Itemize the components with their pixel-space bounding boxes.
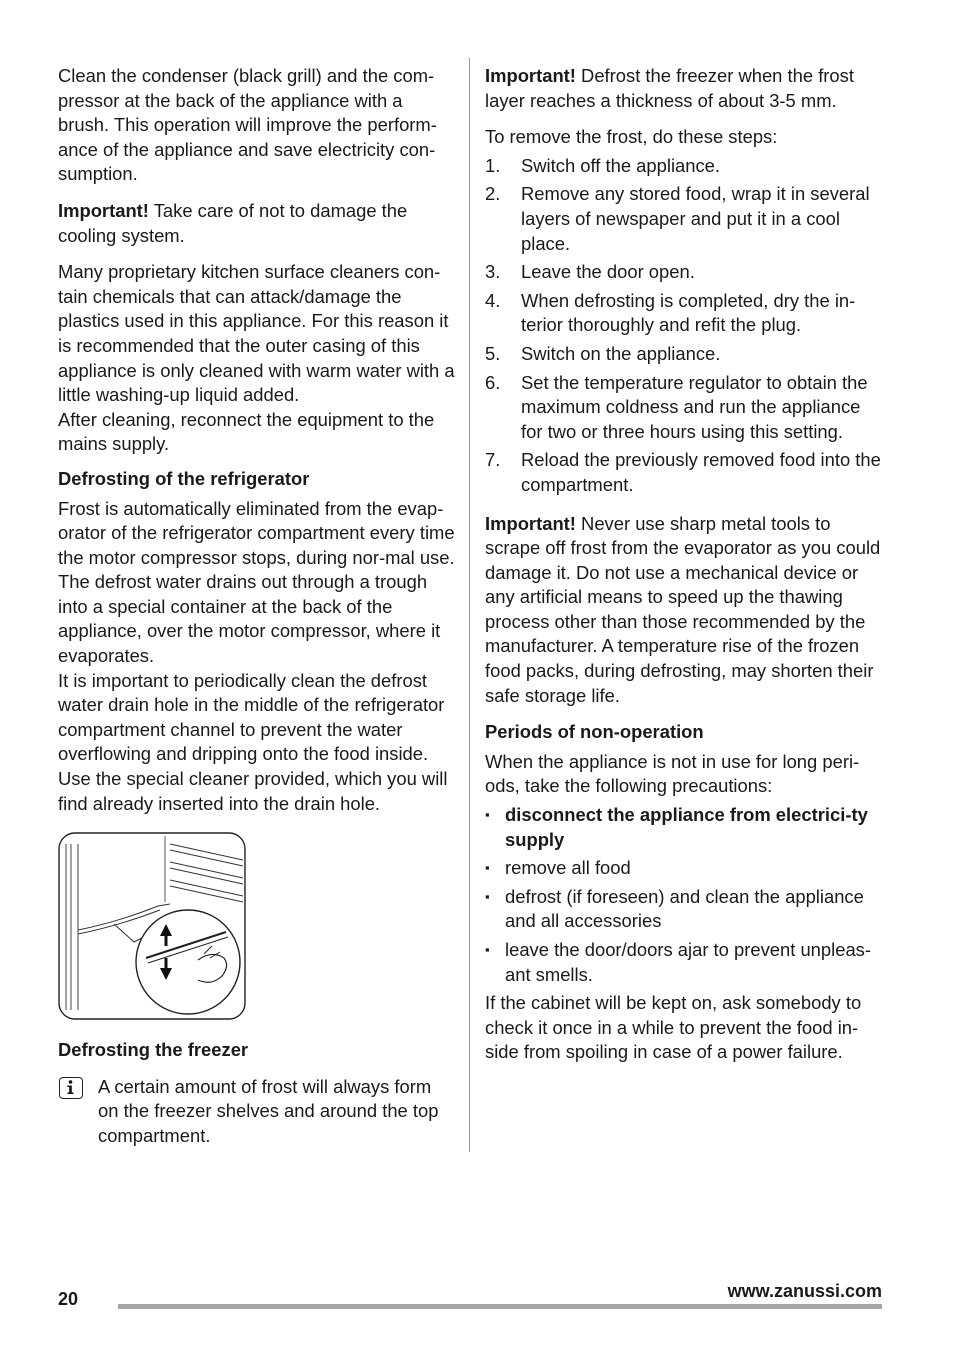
- step-text: When defrosting is completed, dry the in-terior thoroughly and refit the plug.: [521, 289, 856, 336]
- paragraph-condenser: Clean the condenser (black grill) and the com-pressor at the back of the appliance with a brush. This operation will improve the perform-ance of the appliance and save electricity con-sumption.: [58, 65, 437, 185]
- step-number: 3.: [485, 261, 501, 283]
- info-text: A certain amount of frost will always form on the freezer shelves and around the top compartment.: [98, 1075, 439, 1146]
- important-label: Important!: [485, 512, 576, 534]
- important-text: Never use sharp metal tools to scrape off frost from the evaporator as you could damage it. Do not use a mechanical device or any artificial means to speed up the thawing process other than those recommended by the manufacturer. A temperature rise of the frozen food packs, during defrosting, may shorten their safe storage life.: [485, 512, 881, 706]
- list-item: [485, 182, 885, 256]
- step-text: Remove any stored food, wrap it in several layers of newspaper and put it in a cool place.: [521, 183, 870, 254]
- list-item: [485, 803, 885, 852]
- important-label: Important!: [485, 65, 576, 86]
- important-text: Take care of not to damage the cooling system.: [58, 199, 408, 246]
- square-bullet-icon: ▪: [485, 807, 490, 823]
- heading-defrost-refrigerator: Defrosting of the refrigerator: [58, 467, 310, 489]
- square-bullet-icon: ▪: [485, 860, 490, 876]
- important-label: Important!: [58, 199, 149, 221]
- left-column: [58, 64, 456, 1149]
- bullet-text: remove all food: [505, 857, 631, 879]
- important-frost-thickness: [485, 64, 885, 113]
- step-number: 4.: [485, 289, 501, 311]
- step-text: Leave the door open.: [521, 261, 695, 283]
- list-item: [485, 371, 885, 445]
- list-item: [485, 448, 885, 497]
- list-item: [485, 342, 885, 367]
- paragraph-cleaners: Many proprietary kitchen surface cleaners con-tain chemicals that can attack/damage the plastics used in this appliance. For this reason it is recommended that the outer casing of this appliance is only cleaned with warm water with a little washing-up liquid added.: [58, 261, 455, 406]
- step-text: Switch on the appliance.: [521, 342, 721, 364]
- square-bullet-icon: ▪: [485, 888, 490, 904]
- website-url: www.zanussi.com: [727, 1281, 882, 1301]
- paragraph-reconnect: After cleaning, reconnect the equipment to the mains supply.: [58, 408, 435, 455]
- step-text: Reload the previously removed food into the compartment.: [521, 449, 881, 495]
- column-divider: [469, 58, 470, 1152]
- heading-defrost-freezer: Defrosting the freezer: [58, 1039, 249, 1061]
- step-number: 6.: [485, 371, 501, 393]
- paragraph-frost-eliminated: Frost is automatically eliminated from the evap-orator of the refrigerator compartment every time the motor compressor stops, during nor-mal use. The defrost water drains out through a trough into a special container at the back of the appliance, over the motor compressor, where it evaporates.: [58, 497, 455, 667]
- info-icon: [59, 1077, 83, 1099]
- paragraph-non-operation: When the appliance is not in use for long peri-ods, take the following precautions:: [485, 750, 860, 797]
- step-number: 2.: [485, 183, 501, 205]
- step-text: Set the temperature regulator to obtain the maximum coldness and run the appliance for two or three hours using this setting.: [521, 371, 868, 442]
- page-number: 20: [58, 1289, 79, 1309]
- list-item: [485, 938, 885, 987]
- defrost-steps-list: [485, 154, 885, 498]
- important-text: Defrost the freezer when the frost layer reaches a thickness of about 3-5 mm.: [485, 65, 854, 111]
- bullet-text: leave the door/doors ajar to prevent unpleas-ant smells.: [505, 939, 871, 985]
- paragraph-cabinet-kept-on: If the cabinet will be kept on, ask somebody to check it once in a while to prevent the food in-side from spoiling in case of a power failure.: [485, 992, 862, 1063]
- important-cooling: [58, 199, 456, 248]
- footer-rule: [118, 1304, 882, 1309]
- step-number: 1.: [485, 154, 501, 176]
- info-note: [58, 1075, 456, 1149]
- bullet-text: defrost (if foreseen) and clean the appliance and all accessories: [505, 885, 864, 932]
- right-column: [485, 64, 885, 1065]
- list-item: [485, 260, 885, 285]
- list-item: [485, 885, 885, 934]
- list-item: [485, 856, 885, 881]
- square-bullet-icon: ▪: [485, 942, 490, 957]
- paragraph-drain-hole: It is important to periodically clean the defrost water drain hole in the middle of the refrigerator compartment channel to prevent the water overflowing and dripping onto the food inside. Use the special cleaner provided, which you will find already inserted into the drain hole.: [58, 669, 448, 814]
- heading-non-operation: Periods of non-operation: [485, 721, 704, 743]
- step-number: 5.: [485, 342, 501, 364]
- list-item: [485, 289, 885, 338]
- step-text: Switch off the appliance.: [521, 154, 721, 176]
- step-number: 7.: [485, 449, 501, 471]
- important-sharp-tools: [485, 512, 885, 709]
- steps-intro: To remove the frost, do these steps:: [485, 126, 778, 148]
- drain-hole-illustration: [58, 832, 246, 1020]
- drain-cleaner-diagram: [58, 832, 246, 1020]
- list-item: [485, 154, 885, 179]
- bullet-text: disconnect the appliance from electrici-ty supply: [505, 804, 868, 850]
- precautions-list: [485, 803, 885, 987]
